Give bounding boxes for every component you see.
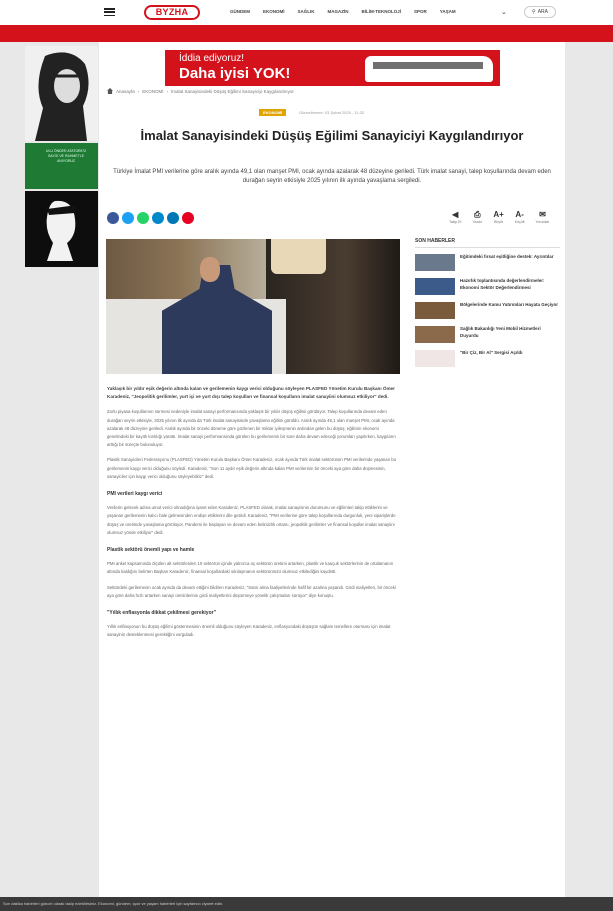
whatsapp-share-icon[interactable]: [137, 212, 149, 224]
follow-label: Takip Et: [449, 220, 462, 224]
photo-lamp: [271, 239, 326, 274]
bus-image: [365, 56, 493, 82]
facebook-share-icon[interactable]: [107, 212, 119, 224]
twitter-share-icon[interactable]: [122, 212, 134, 224]
photo-face: [200, 257, 220, 282]
header-red-band: [0, 25, 613, 42]
ataturk-portrait-ad[interactable]: [25, 46, 98, 141]
left-ad-column: [25, 46, 98, 269]
news-thumbnail: [415, 302, 455, 319]
sidebar-news-item[interactable]: [415, 326, 560, 343]
body-paragraph: Plastik Sanayicileri Federasyonu (PLASFED) Yönetim Kurulu Başkanı Ömer Karadeniz, ocak ayında Türk imalat sektörünün PMI verilerinde yaşanan bu gerilemenin kaygı verici olduğunu söyledi. Karadeniz, "Son 11 aydır eşik değerin altında kalan PMI verilerinin bir önceki aya göre daha düşmesinin, sanayiciler için kaygı verici olduğunu söyleyebiliriz" dedi.: [107, 457, 397, 479]
banner-line2: Daha iyisi YOK!: [179, 65, 291, 82]
photo-person: [162, 265, 272, 374]
font-plus-icon: A+: [493, 210, 504, 219]
decrease-label: Küçült: [514, 220, 525, 224]
font-decrease-tool[interactable]: [515, 210, 525, 224]
follow-tool[interactable]: [449, 210, 461, 224]
search-button[interactable]: [524, 6, 556, 18]
main-nav: [230, 9, 456, 14]
bottom-ticker[interactable]: Son dakika haberleri güncel olarak takip edebilirsiniz. Ekonomi, gündem, spor ve yaşam haberleri için sayfamızı ziyaret edin.: [0, 897, 613, 911]
nav-item-spor[interactable]: SPOR: [414, 9, 427, 14]
print-tool[interactable]: [472, 210, 482, 224]
portrait-image: [25, 46, 98, 141]
telegram-share-icon[interactable]: [152, 212, 164, 224]
hamburger-menu-icon[interactable]: [104, 8, 115, 16]
body-paragraph: Sektördeki gerilemenin ocak ayında da devam ettiğini bildiren Karadeniz, "Satın alma faaliyetlerinde hafif bir azalma yaşandı. Girdi maliyetleri, bir önceki aya göre daha hızlı artarken sanayi üreticilerinin girdi maliyetlerini düşürmeye yönelik çalışmaları sürüyor" diye konuştu.: [107, 584, 396, 598]
sidebar-news-item[interactable]: [415, 350, 560, 367]
article-lead: Türkiye İmalat PMI verilerine göre aralık ayında 49,1 olan manşet PMI, ocak ayında azalarak 48 düzeyine geriledi. Türk imalat sanayi, talep koşullarında devam eden durağan seyrin etkisiyle 2025 yılının ilk ayında yavaşlama sergiledi.: [113, 169, 551, 184]
news-title: Eğitimdeki fırsat eşitliğine destek: Ayrıntılar: [460, 254, 554, 259]
section-heading: "Yıllık enflasyonla dikkat çekilmesi gerekiyor": [107, 610, 216, 617]
sidebar-news-item[interactable]: [415, 302, 560, 319]
latest-news-sidebar: [415, 238, 560, 374]
breadcrumb: Anasayfa › EKONOMİ › İmalat Sanayisindeki Düşüş Eğilimi Sanayiciyi Kaygılandırıyor: [107, 88, 294, 94]
nav-item-gundem[interactable]: GÜNDEM: [230, 9, 250, 14]
green-memorial-ad[interactable]: [25, 143, 98, 189]
body-paragraph: Zorlu piyasa koşullarının sürmesi nedeniyle imalat sanayi performansında yaklaşık bir yıldır düşüş eğilimi görülüyor. Talep koşullarında devam eden durağan seyrin etkisiyle, 2025 yılının ilk ayında da Türk imalat sanayisinde yavaşlama eğilimi görüldü. Aralık ayında 49,1 olan manşet PMI, ocak ayında azalarak 48 düzeyine geriledi. Aralık ayında bir önceki döneme göre gözlenen bir miktar iyileşmenin ardından gelen bu düşüş, eğilimin ekonomi genelindeki bir kayıtlı kırıklığı yarattı. İmalat sanayi performansında görülen bu gerilemenin bir süre daha devam edeceği yorumları yapılırken, kaygıların arttığı bir süreçte bulunuluyor.: [107, 409, 396, 448]
news-title: "Bir Çiz, Bir Al" Sergisi Açıldı: [460, 350, 523, 355]
sidebar-news-item[interactable]: [415, 278, 560, 295]
sidebar-news-item[interactable]: [415, 254, 560, 271]
sidebar-title: SON HABERLER: [415, 238, 560, 248]
top-banner-ad[interactable]: [165, 50, 500, 86]
nav-item-magazin[interactable]: MAGAZİN: [327, 9, 349, 14]
banner-line1: İddia ediyoruz!: [179, 53, 245, 64]
body-paragraph: Yaklaşık bir yıldır eşik değerin altında kalan ve gerilemenin kaygı verici olduğunu söyleyen PLASFED Yönetim Kurulu Başkanı Ömer Karadeniz, "Jeopolitik gerilimler, yurt içi ve yurt dışı talep koşulları ve finansal koşulların imalat sanayiini olumsuz etkiliyor" dedi.: [107, 386, 395, 400]
news-thumbnail: [415, 254, 455, 271]
category-badge[interactable]: EKONOMİ: [259, 109, 286, 116]
breadcrumb-category[interactable]: EKONOMİ: [142, 88, 164, 94]
article-tools: [449, 210, 549, 224]
news-title: Bölgelerinde Kamu Yatırımları Hayata Geçiyor: [460, 302, 558, 307]
section-heading: PMI verileri kaygı verici: [107, 491, 163, 498]
nav-item-ekonomi[interactable]: EKONOMİ: [263, 9, 285, 14]
print-label: Yazdır: [472, 220, 483, 224]
section-heading: Plastik sektörü önemli yapı ve hamle: [107, 547, 195, 554]
news-title: Sağlık Bakanlığı Yeni Mobil Hizmetleri Duyurdu: [460, 326, 541, 338]
article-title: İmalat Sanayisindeki Düşüş Eğilimi Sanayiciyi Kaygılandırıyor: [140, 128, 524, 143]
ataturk-silhouette-ad[interactable]: [25, 191, 98, 267]
comments-tool[interactable]: [536, 210, 550, 224]
pinterest-share-icon[interactable]: [182, 212, 194, 224]
share-buttons: [107, 212, 194, 224]
breadcrumb-current: İmalat Sanayisindeki Düşüş Eğilimi Sanayiciyi Kaygılandırıyor: [171, 88, 294, 94]
speaker-icon: ◀: [452, 210, 459, 219]
article-date: Güncellenme: 03 Şubat 2025 - 11:32: [299, 110, 365, 115]
article-body: [107, 385, 399, 647]
top-navbar: [0, 0, 613, 25]
body-paragraph: Yıllık enflasyonun bu düşüş eğilimi göstermesinin önemli olduğunu söyleyen Karadeniz, enflasyondaki düşüşün sağlam temellere oturması için imalat sanayinin desteklenmesi gerektiğini vurguladı.: [107, 624, 391, 638]
comment-icon: ✉: [539, 210, 546, 219]
silhouette-image: [25, 191, 98, 267]
search-icon: ⚲: [532, 9, 536, 15]
site-logo[interactable]: BYZHA: [144, 5, 200, 20]
nav-item-bilim[interactable]: BİLİM-TEKNOLOJİ: [361, 9, 402, 14]
font-minus-icon: A-: [515, 210, 524, 219]
font-increase-tool[interactable]: [493, 210, 503, 224]
comments-label: Yorumlar: [535, 220, 550, 224]
nav-item-yasam[interactable]: YAŞAM: [439, 9, 456, 14]
chevron-down-icon[interactable]: ⌄: [501, 9, 507, 16]
breadcrumb-home[interactable]: Anasayfa: [116, 88, 135, 94]
body-paragraph: Verilerin gelecek adına umut verici olmadığına işaret eden Karadeniz, PLASFED olarak, imalat sanayisinin durumunu ve eğilimleri takip ettiklerini ve yaşanan gerilemenin kalıcı hale gelmesinden endişe ettiklerini dile getirdi. Karadeniz, "PMI verilerine göre talep koşullarında durgunluk, yeni siparişlerde düşüş ve üretimde yavaşlama görülüyor. Pandemi ile başlayan ve devam eden belirsizlik ortamı, jeopolitik gerilimler ve finansal koşullar imalat sanayiini olumsuz yönde etkiliyor" dedi.: [107, 505, 396, 535]
news-thumbnail: [415, 326, 455, 343]
search-label: ARA: [537, 9, 548, 15]
news-title: Hazırlık toplantısında değerlendirmeler: Ekonomi Sektör Değerlendirmesi: [460, 278, 545, 290]
body-paragraph: PMI anket kapsamında ölçülen alt sektörlerden 10 sektörün içinde yalnızca üç sektörün üretimi artarken, plastik ve kauçuk sektörlerinin de ortalamanın altında kaldığını belirten Başkan Karadeniz, finansal koşullardaki sıkılaşmanın sektörümüzü olumsuz etkilediğini kaydetti.: [107, 561, 394, 575]
nav-item-saglik[interactable]: SAĞLIK: [297, 9, 315, 14]
article-container: [99, 42, 565, 897]
memorial-ad-text: ULU ÖNDER ATATÜRK'Ü SAYGI VE RAHMETLE ANIYORUZ: [45, 149, 87, 163]
increase-label: Büyüt: [494, 220, 504, 224]
article-photo: [106, 239, 400, 374]
linkedin-share-icon[interactable]: [167, 212, 179, 224]
news-thumbnail: [415, 350, 455, 367]
news-thumbnail: [415, 278, 455, 295]
print-icon: ⎙: [474, 210, 481, 219]
home-icon[interactable]: [107, 88, 113, 94]
